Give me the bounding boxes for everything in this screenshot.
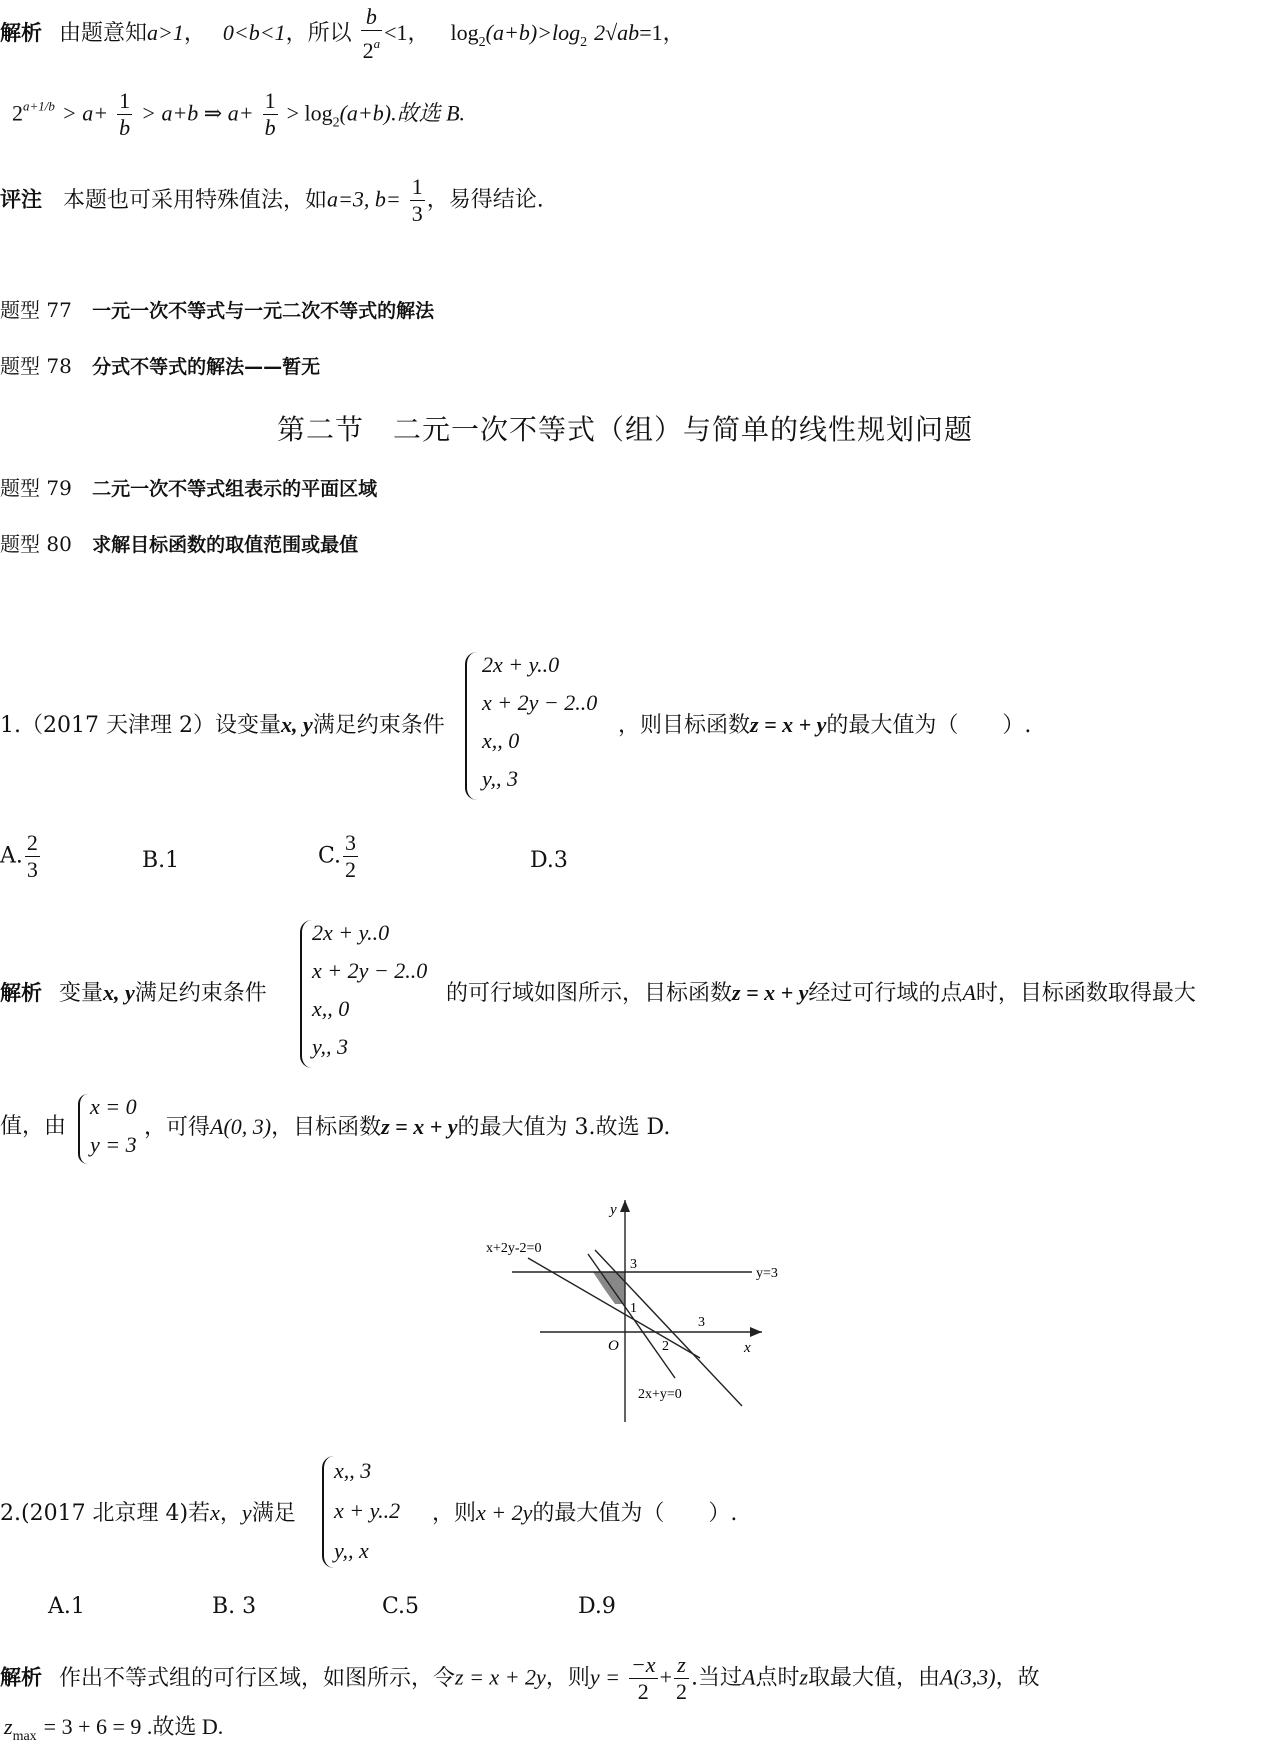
math: x + 2y (476, 1500, 533, 1525)
axis-x-label: x (744, 1340, 751, 1356)
comment-paragraph (0, 174, 544, 227)
constraint: y,, 3 (482, 766, 519, 791)
text: 的最大值为（ ）. (826, 713, 1032, 738)
question-2-stem (0, 1498, 296, 1529)
q2-option-d[interactable]: D.9 (578, 1594, 616, 1619)
option-letter: A. (0, 843, 23, 869)
fraction (361, 4, 383, 64)
math: > log (286, 100, 333, 126)
type-title: 分式不等式的解法——暂无 (92, 356, 321, 378)
text: ， (219, 1501, 242, 1526)
math: x, y (280, 712, 313, 737)
question-1-stem (0, 710, 445, 741)
constraint: y,, x (334, 1538, 369, 1563)
math: 2 (12, 100, 23, 126)
text: ，则目标函数 (618, 713, 751, 738)
constraint: x,, 0 (482, 728, 520, 753)
section-heading: 第二节 二元一次不等式（组）与简单的线性规划问题 (277, 413, 974, 446)
tick-1: 1 (630, 1301, 637, 1316)
option-c[interactable] (318, 830, 360, 883)
math: <1， (384, 20, 430, 45)
math-exponent: a+1/b (23, 98, 55, 114)
type-label: 题型 80 (0, 532, 72, 556)
math: 0<b<1 (222, 20, 286, 45)
fraction: $\frac{2}{3}$ (26, 830, 38, 882)
text: 变量 (59, 981, 104, 1006)
feasible-region-figure (470, 1190, 800, 1430)
type-title: 一元一次不等式与一元二次不等式的解法 (92, 300, 435, 322)
fraction-numerator: b (361, 4, 383, 31)
analysis-paragraph-1: 解析 由题意知a>1， 0<b<1，所以 $\frac{b}{2^a}$ <1， $\log_2(a+b)>\log_2$ 2√ab=1， (0, 4, 685, 63)
q2-analysis-line2: $z_{max} = 3 + 6 = 9$ .故选 D. (4, 1714, 224, 1744)
math: x, y (103, 980, 135, 1005)
math: 2√ab (594, 20, 640, 45)
equation: y = 3 (90, 1132, 137, 1157)
constraint: x + 2y − 2..0 (482, 690, 598, 715)
text: ，易得结论. (426, 187, 544, 213)
text: 本题也可采用特殊值法，如 (63, 187, 328, 213)
axis-y-label: y (610, 1202, 617, 1218)
math: y (241, 1500, 252, 1525)
question-prefix: 2.(2017 北京理 4)若 (0, 1501, 211, 1526)
type-label: 题型 78 (0, 354, 72, 378)
text: 作出不等式组的可行区域，如图所示，令 (59, 1665, 456, 1691)
type-78 (0, 350, 320, 379)
text: ，所以 (285, 21, 352, 46)
tick-2: 2 (662, 1339, 669, 1354)
math: > a+b ⇒ a+ (141, 100, 254, 126)
q2-option-b[interactable]: B. 3 (212, 1594, 257, 1619)
fraction: $\frac{1}{3}$ (411, 174, 423, 226)
label-line2: 2x+y=0 (638, 1387, 682, 1402)
text: 的最大值为 3.故选 D. (457, 1115, 671, 1140)
text: 满足 (251, 1501, 296, 1526)
text: 满足约束条件 (134, 981, 267, 1006)
math: y = (589, 1664, 620, 1690)
option-letter: C. (318, 843, 342, 869)
tick-x-3: 3 (698, 1315, 705, 1330)
type-80 (0, 528, 358, 557)
type-label: 题型 79 (0, 476, 72, 500)
analysis-line-2: $2^{a+1/b} > a+$ $\frac{1}{b}$ > a+b ⇒ a+ $\frac{1}{b}$ > $\log_2(a+b)$.故选 B. (12, 88, 466, 140)
comment-label: 评注 (0, 187, 42, 212)
q2-analysis-line1: 解析 作出不等式组的可行区域，如图所示，令z = x + 2y，则y = $\frac{-x}{2}$ + $\frac{z}{2}$ .当过A点时z取最大值，由A(3,3)，故 (0, 1652, 1040, 1704)
math: a>1 (147, 20, 184, 45)
math: (a+b).故选 B. (339, 100, 466, 126)
text: ，故 (995, 1665, 1040, 1691)
label-line1: x+2y-2=0 (486, 1241, 542, 1256)
brace-sys2 (78, 1094, 90, 1164)
text: ，则 (545, 1665, 590, 1691)
x-axis-arrow (750, 1327, 762, 1337)
text: 时，目标函数取得最大 (975, 981, 1196, 1006)
math: A (962, 980, 976, 1005)
math: = 3 + 6 = 9 .故选 D. (43, 1714, 224, 1739)
q2-option-c[interactable]: C.5 (382, 1594, 420, 1619)
math: z (799, 1664, 809, 1690)
type-79 (0, 472, 377, 501)
text: 由题意知 (59, 21, 148, 46)
question-prefix: 1.（2017 天津理 2）设变量 (0, 713, 281, 738)
text: 点时 (755, 1665, 800, 1691)
type-77 (0, 294, 434, 323)
math: z = x + y (381, 1114, 458, 1139)
text: 的可行域如图所示，目标函数 (446, 981, 733, 1006)
q2-option-a[interactable]: A.1 (48, 1594, 85, 1619)
text: 满足约束条件 (312, 713, 445, 738)
question-1-suffix (618, 710, 1031, 741)
origin-label: O (608, 1338, 619, 1354)
equation: x = 0 (90, 1094, 137, 1119)
brace-q1 (465, 652, 479, 800)
option-b[interactable]: B.1 (142, 848, 180, 873)
fraction-denominator: 2$^a$ (362, 36, 381, 63)
question-2-suffix (432, 1498, 737, 1529)
text: ，则 (432, 1501, 477, 1526)
text: ，目标函数 (271, 1115, 382, 1140)
math: z = x + y (750, 712, 827, 737)
math: A (742, 1664, 756, 1690)
fraction: $\frac{1}{b}$ (264, 88, 276, 140)
text: ，可得 (144, 1115, 211, 1140)
q1-analysis-line2-rest (144, 1112, 670, 1143)
text: 经过可行域的点 (808, 981, 963, 1006)
constraint: 2x + y..0 (482, 652, 560, 677)
constraint: x + 2y − 2..0 (312, 958, 428, 983)
analysis-label: 解析 (0, 21, 42, 45)
math-log: log (450, 20, 479, 45)
analysis-label: 解析 (0, 1665, 42, 1690)
y-axis-arrow (620, 1200, 630, 1212)
math: A(3,3) (940, 1664, 996, 1690)
math: A(0, 3) (210, 1114, 272, 1139)
q1-analysis-line1 (0, 978, 267, 1009)
line-x-y (595, 1250, 742, 1406)
fraction: $\frac{-x}{2}$ (630, 1652, 656, 1704)
label-y3: y=3 (756, 1266, 778, 1281)
constraint: x + y..2 (334, 1498, 401, 1523)
math: z (4, 1714, 13, 1739)
constraint: x,, 3 (334, 1458, 372, 1483)
constraint: y,, 3 (312, 1034, 349, 1059)
math: x (210, 1500, 220, 1525)
math: (a+b)>log (485, 20, 581, 45)
text: 值，由 (0, 1114, 67, 1139)
text: 取最大值，由 (808, 1665, 941, 1691)
math: a=3, b= (327, 186, 401, 212)
type-title: 二元一次不等式组表示的平面区域 (92, 478, 378, 500)
math: z = x + y (732, 980, 809, 1005)
constraint: x,, 0 (312, 996, 350, 1021)
type-label: 题型 77 (0, 298, 72, 322)
math: > a+ (61, 100, 109, 126)
option-d[interactable]: D.3 (530, 848, 568, 873)
q1-analysis-line1-rest (446, 978, 1196, 1009)
fraction: $\frac{1}{b}$ (119, 88, 131, 140)
fraction: $\frac{z}{2}$ (676, 1652, 687, 1704)
q1-analysis-line2 (0, 1112, 66, 1142)
type-title: 求解目标函数的取值范围或最值 (92, 534, 359, 556)
text: .当过 (691, 1665, 742, 1691)
constraint: 2x + y..0 (312, 920, 390, 945)
tick-y-3: 3 (630, 1257, 637, 1272)
fraction: $\frac{3}{2}$ (345, 830, 357, 882)
option-a[interactable] (0, 830, 42, 883)
text: 的最大值为（ ）. (532, 1501, 738, 1526)
math: z = x + 2y (455, 1664, 546, 1690)
analysis-label: 解析 (0, 981, 42, 1005)
